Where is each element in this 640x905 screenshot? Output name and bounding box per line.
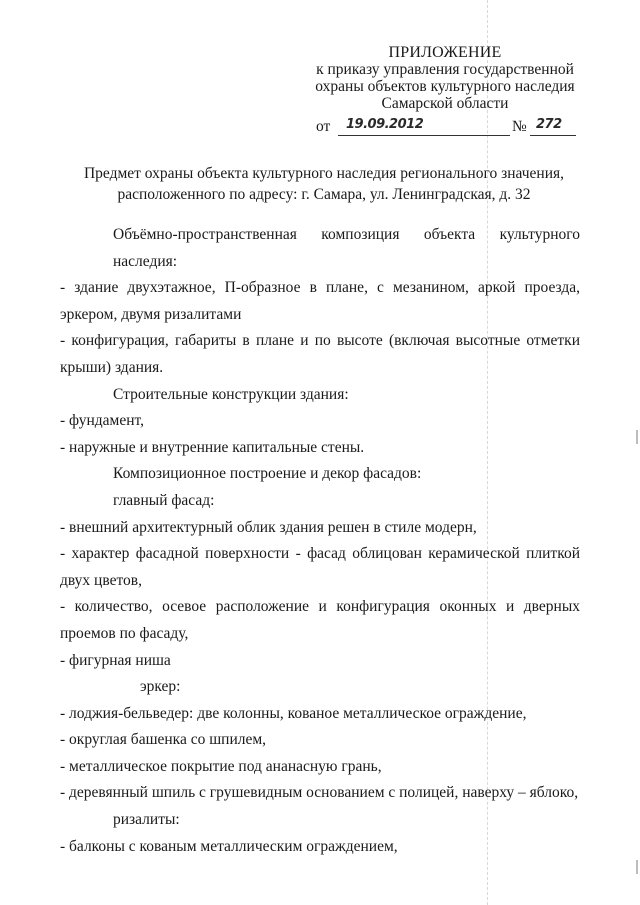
list-item: - здание двухэтажное, П-образное в плане, с мезанином, аркой проезда, эркером, двумя ризалитами [60, 279, 580, 323]
subject-line: Предмет охраны объекта культурного наследия регионального значения, [83, 165, 565, 182]
section-heading: Объёмно-пространственная композиция объекта культурного наследия: [113, 226, 580, 270]
number-label: № [512, 118, 527, 135]
list-item: - конфигурация, габариты в плане и по высоте (включая высотные отметки крыши) здания. [60, 332, 580, 376]
handwritten-number: 272 [536, 117, 562, 132]
list-item: - наружные и внутренние капитальные стены. [60, 438, 365, 456]
appendix-heading: ПРИЛОЖЕНИЕ [388, 44, 502, 61]
order-date-number-row [316, 118, 576, 138]
from-label: от [316, 118, 331, 135]
appendix-header [300, 44, 590, 112]
subsection-heading: главный фасад: [113, 491, 215, 509]
scan-edge-mark [636, 860, 638, 874]
subject-line: расположенного по адресу: г. Самара, ул. Ленинградская, д. 32 [117, 186, 531, 203]
list-item: - балконы с кованым металлическим ограждением, [60, 837, 398, 855]
section-heading: Композиционное построение и декор фасадов: [113, 465, 422, 483]
list-item: - внешний архитектурный облик здания решен в стиле модерн, [60, 518, 477, 536]
appendix-line: Самарской области [381, 95, 509, 112]
list-item: - лоджия-бельведер: две колонны, кованое металлическое ограждение, [60, 704, 527, 722]
list-item: - металлическое покрытие под ананасную грань, [60, 757, 382, 775]
list-item: - фундамент, [60, 412, 144, 430]
appendix-line: охраны объектов культурного наследия [315, 78, 575, 95]
list-item: - фигурная ниша [60, 651, 171, 669]
list-item: - деревянный шпиль с грушевидным основанием с полицей, наверху – яблоко, [60, 784, 579, 802]
subsection-heading: эркер: [140, 678, 181, 696]
list-item: - количество, осевое расположение и конфигурация оконных и дверных проемов по фасаду, [60, 598, 580, 642]
list-item: - округлая башенка со шпилем, [60, 731, 267, 749]
document-body [60, 222, 580, 860]
scan-edge-mark [636, 430, 638, 444]
date-blank-line [338, 135, 510, 136]
document-subject [60, 163, 588, 205]
number-blank-line [530, 135, 576, 136]
section-heading: Строительные конструкции здания: [113, 385, 349, 403]
subsection-heading: ризалиты: [113, 811, 180, 829]
appendix-line: к приказу управления государственной [316, 61, 574, 78]
handwritten-date: 19.09.2012 [346, 117, 424, 132]
list-item: - характер фасадной поверхности - фасад облицован керамической плиткой двух цветов, [60, 545, 580, 589]
